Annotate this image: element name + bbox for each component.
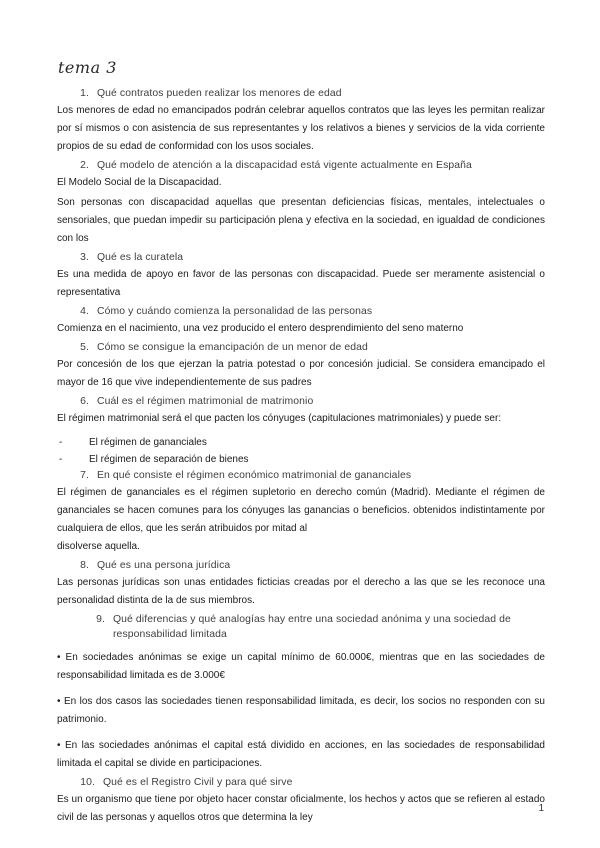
dash-bullet-icon: - xyxy=(59,437,63,448)
question-number: 5. xyxy=(80,342,89,353)
question-text: Qué modelo de atención a la discapacidad está vigente actualmente en España xyxy=(97,160,472,171)
page-number: 1 xyxy=(538,803,544,814)
question-6 xyxy=(57,394,545,409)
question-number: 1. xyxy=(80,88,89,99)
question-text: Qué es el Registro Civil y para qué sirve xyxy=(103,777,293,788)
list-item xyxy=(57,451,545,468)
question-text: Qué diferencias y qué analogías hay entre una sociedad anónima y una sociedad de responsabilidad limitada xyxy=(113,614,511,640)
question-number: 6. xyxy=(80,396,89,407)
question-9 xyxy=(57,612,545,642)
list-item xyxy=(57,434,545,451)
question-1 xyxy=(57,86,545,101)
question-number: 10. xyxy=(80,777,95,788)
question-number: 7. xyxy=(80,470,89,481)
answer-paragraph: Es una medida de apoyo en favor de las personas con discapacidad. Puede ser meramente asistencial o representativa xyxy=(57,269,545,298)
answer-paragraph: Es un organismo que tiene por objeto hacer constar oficialmente, los hechos y actos que se refieren al estado civil de las personas y aquellos otros que determina la ley xyxy=(57,794,545,823)
document-title: tema 3 xyxy=(58,58,117,77)
question-number: 4. xyxy=(80,306,89,317)
question-5 xyxy=(57,340,545,355)
answer-paragraph: Por concesión de los que ejerzan la patria potestad o por concesión judicial. Se considera emancipado el mayor de 16 que vive independientemente de sus padres xyxy=(57,359,545,388)
answer-paragraph: disolverse aquella. xyxy=(57,541,140,552)
answer-paragraph: Las personas jurídicas son unas entidades ficticias creadas por el derecho a las que se les reconoce una personalidad distinta de la de sus miembros. xyxy=(57,577,545,606)
question-2 xyxy=(57,158,545,173)
question-text: En qué consiste el régimen económico matrimonial de gananciales xyxy=(97,470,412,481)
question-text: Qué es una persona jurídica xyxy=(97,560,231,571)
question-8 xyxy=(57,558,545,573)
answer-paragraph: Comienza en el nacimiento, una vez producido el entero desprendimiento del seno materno xyxy=(57,323,464,334)
question-number: 8. xyxy=(80,560,89,571)
question-text: Cómo y cuándo comienza la personalidad de las personas xyxy=(97,306,373,317)
question-text: Qué es la curatela xyxy=(97,252,184,263)
question-10 xyxy=(57,775,545,790)
answer-paragraph: El Modelo Social de la Discapacidad. xyxy=(57,177,222,188)
question-4 xyxy=(57,304,545,319)
document-content xyxy=(57,86,545,829)
answer-paragraph: • En sociedades anónimas se exige un capital mínimo de 60.000€, mientras que en las sociedades de responsabilidad limitada es de 3.000€ xyxy=(57,652,545,681)
question-7 xyxy=(57,468,545,483)
list-item-text: El régimen de separación de bienes xyxy=(89,454,249,465)
answer-paragraph: Los menores de edad no emancipados podrán celebrar aquellos contratos que las leyes les permitan realizar por sí mismos o con asistencia de sus representantes y los relativos a bienes y servicios de la vida corriente propios de su edad de conformidad con los usos sociales. xyxy=(57,105,545,152)
question-text: Qué contratos pueden realizar los menores de edad xyxy=(97,88,342,99)
list-item-text: El régimen de gananciales xyxy=(89,437,207,448)
question-number: 2. xyxy=(80,160,89,171)
answer-paragraph: • En los dos casos las sociedades tienen responsabilidad limitada, es decir, los socios no responden con su patrimonio. xyxy=(57,696,545,725)
dash-bullet-icon: - xyxy=(59,454,63,465)
answer-paragraph: • En las sociedades anónimas el capital está dividido en acciones, en las sociedades de responsabilidad limitada el capital se divide en participaciones. xyxy=(57,740,545,769)
question-text: Cómo se consigue la emancipación de un menor de edad xyxy=(97,342,368,353)
question-number: 3. xyxy=(80,252,89,263)
answer-paragraph: El régimen de gananciales es el régimen supletorio en derecho común (Madrid). Mediante el régimen de gananciales se hacen comunes para los cónyuges las ganancias o beneficios. obtenidos indistintamente por cualquiera de ellos, que les serán atribuidos por mitad al xyxy=(57,487,545,534)
answer-paragraph: El régimen matrimonial será el que pacten los cónyuges (capitulaciones matrimoniales) y puede ser: xyxy=(57,413,502,424)
question-number: 9. xyxy=(96,614,105,625)
question-text: Cuál es el régimen matrimonial de matrimonio xyxy=(97,396,314,407)
question-3 xyxy=(57,250,545,265)
answer-paragraph: Son personas con discapacidad aquellas que presentan deficiencias físicas, mentales, intelectuales o sensoriales, que puedan impedir su participación plena y efectiva en la sociedad, en igualdad de condiciones con los xyxy=(57,197,545,244)
